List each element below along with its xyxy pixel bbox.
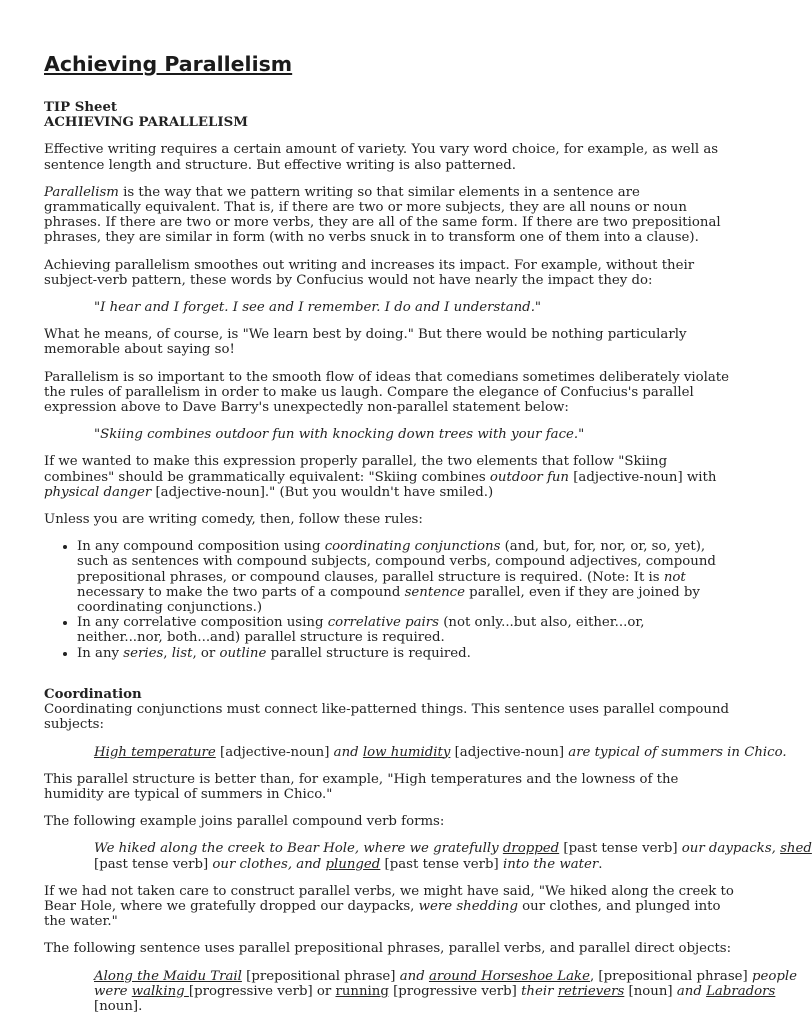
underlined-verb: dropped bbox=[502, 841, 560, 857]
underlined-phrase: low humidity bbox=[362, 744, 451, 760]
text-run: In any compound composition using bbox=[77, 539, 325, 555]
grammar-label: , [prepositional phrase] bbox=[589, 968, 752, 984]
underlined-phrase: Along the Maidu Trail bbox=[94, 968, 242, 984]
text-run: and bbox=[676, 983, 702, 999]
paragraph-nonparallel bbox=[44, 884, 734, 930]
text-run: In any correlative composition using bbox=[77, 615, 328, 631]
text-run: (and, but, for, nor, or, so, yet), such as sentences with compound subjects, compound verbs, compound adjectives, compound prepositional phrases, or compound clauses, parallel structure is required. (Note: It is bbox=[77, 539, 716, 585]
grammar-label: [progressive verb] bbox=[388, 983, 522, 999]
term-correlative-pairs: correlative pairs bbox=[327, 615, 439, 631]
text-run: , bbox=[163, 645, 172, 661]
paragraph-fix bbox=[44, 454, 734, 500]
underlined-verb: walking bbox=[131, 983, 189, 999]
tip-header bbox=[44, 100, 734, 130]
paragraph-definition bbox=[44, 185, 734, 246]
example-line bbox=[94, 968, 797, 984]
quote-confucius: "I hear and I forget. I see and I remember. I do and I understand." bbox=[94, 300, 542, 316]
grammar-label: [past tense verb] bbox=[559, 841, 682, 857]
paragraph-comparison: This parallel structure is better than, for example, "High temperatures and the lowness of the humidity are typical of summers in Chico." bbox=[44, 771, 679, 802]
grammar-label: [adjective-noun] bbox=[450, 744, 569, 760]
underlined-verb: running bbox=[335, 983, 389, 999]
term-coordinating-conjunctions: coordinating conjunctions bbox=[324, 539, 501, 555]
text-run: our clothes, and plunged into the water." bbox=[44, 898, 721, 930]
definition-text: is the way that we pattern writing so that similar elements in a sentence are grammatically equivalent. That is, if there are two or more subjects, they are all nouns or noun phrases. If there are two or more verbs, they are all of the same form. If there are two prepositional phrases, they are similar in form (with no verbs snuck in to transform one of them into a clause). bbox=[44, 184, 721, 246]
example-outdoor-fun: outdoor fun bbox=[489, 469, 569, 485]
text-run: (not only...but also, either...or, neither...nor, both...and) parallel structure is required. bbox=[77, 615, 645, 646]
underlined-noun: Labradors bbox=[706, 983, 776, 999]
underlined-phrase: around Horseshoe Lake bbox=[428, 968, 590, 984]
grammar-label: [adjective-noun] bbox=[215, 744, 334, 760]
grammar-label: [prepositional phrase] bbox=[241, 968, 400, 984]
text-run: We hiked along the creek to Bear Hole, where we gratefully bbox=[94, 841, 503, 857]
text-run: parallel structure is required. bbox=[266, 645, 471, 661]
text-run: necessary to make the two parts of a compound bbox=[77, 584, 405, 600]
term-series: series bbox=[123, 645, 164, 661]
grammar-label: [noun] bbox=[624, 983, 677, 999]
text-run: their bbox=[521, 983, 554, 999]
paragraph-intro: Effective writing requires a certain amount of variety. You vary word choice, for example, as well as sentence length and structure. But effective writing is also patterned. bbox=[44, 142, 719, 173]
underlined-noun: retrievers bbox=[557, 983, 625, 999]
example-physical-danger: physical danger bbox=[44, 484, 152, 500]
text-run: [adjective-noun] with bbox=[569, 469, 717, 485]
example-line bbox=[94, 999, 734, 1014]
example-line bbox=[94, 841, 812, 857]
underlined-verb: plunged bbox=[325, 856, 381, 872]
grammar-label: [past tense verb] bbox=[94, 856, 213, 872]
section-heading-coordination: Coordination bbox=[44, 686, 142, 702]
list-item bbox=[77, 615, 734, 645]
paragraph-prepositional-intro: The following sentence uses parallel prepositional phrases, parallel verbs, and parallel direct objects: bbox=[44, 941, 732, 957]
example-line bbox=[94, 983, 776, 999]
text-run: our daypacks, bbox=[681, 841, 781, 857]
list-item bbox=[77, 539, 734, 615]
text-run: and bbox=[333, 744, 359, 760]
quote-dave-barry: "Skiing combines outdoor fun with knocking down trees with your face." bbox=[94, 427, 585, 443]
text-run: people bbox=[751, 968, 797, 984]
term-outline: outline bbox=[219, 645, 267, 661]
underlined-phrase: High temperature bbox=[94, 744, 216, 760]
term-sentence: sentence bbox=[404, 584, 465, 600]
document-body bbox=[44, 100, 812, 1026]
paragraph-meaning: What he means, of course, is "We learn best by doing." But there would be nothing particularly memorable about saying so! bbox=[44, 327, 687, 358]
tip-title: ACHIEVING PARALLELISM bbox=[44, 115, 248, 131]
example-line bbox=[94, 857, 734, 872]
text-run: . bbox=[598, 856, 603, 872]
example-prepositional bbox=[94, 968, 797, 1015]
text-run: If we wanted to make this expression properly parallel, the two elements that follow "Skiing combines" should be grammatically equivalent: "Skiing combines bbox=[44, 454, 668, 485]
text-run: into the water bbox=[502, 856, 599, 872]
term-parallelism: Parallelism bbox=[44, 184, 119, 200]
text-run: were bbox=[94, 983, 128, 999]
text-run: [adjective-noun]." (But you wouldn't have smiled.) bbox=[151, 484, 494, 500]
list-item bbox=[77, 646, 734, 661]
paragraph-comedy: Parallelism is so important to the smooth flow of ideas that comedians sometimes deliberately violate the rules of parallelism in order to make us laugh. Compare the elegance of Confucius's parallel expression above to Dave Barry's unexpectedly non-parallel statement below: bbox=[44, 369, 729, 416]
term-list: list bbox=[171, 645, 193, 661]
paragraph-verb-intro: The following example joins parallel compound verb forms: bbox=[44, 814, 445, 830]
paragraph-coordination-intro: Coordinating conjunctions must connect like-patterned things. This sentence uses parallel compound subjects: bbox=[44, 702, 730, 733]
tip-label: TIP Sheet bbox=[44, 100, 118, 115]
emphasis-were-shedding: were shedding bbox=[418, 898, 518, 914]
example-compound-verbs bbox=[94, 841, 812, 872]
text-run: are typical of summers in Chico. bbox=[568, 744, 787, 760]
paragraph-rules-intro: Unless you are writing comedy, then, follow these rules: bbox=[44, 512, 423, 528]
text-run: , or bbox=[192, 645, 220, 661]
text-run: parallel, even if they are joined by coordinating conjunctions.) bbox=[77, 584, 700, 616]
emphasis-not: not bbox=[663, 569, 686, 585]
grammar-label: [past tense verb] bbox=[380, 856, 503, 872]
text-run: and bbox=[399, 968, 425, 984]
grammar-label: [noun]. bbox=[94, 998, 143, 1014]
paragraph-impact: Achieving parallelism smoothes out writing and increases its impact. For example, without their subject-verb pattern, these words by Confucius would not have nearly the impact they do: bbox=[44, 257, 695, 288]
text-run: In any bbox=[77, 645, 124, 661]
text-run: If we had not taken care to construct parallel verbs, we might have said, "We hiked along the creek to Bear Hole, where we gratefully dropped our daypacks, bbox=[44, 883, 734, 914]
grammar-label: [progressive verb] or bbox=[188, 983, 336, 999]
rules-list bbox=[44, 539, 734, 661]
example-compound-subjects bbox=[94, 744, 787, 760]
text-run: our clothes, and bbox=[212, 856, 326, 872]
page-title: Achieving Parallelism bbox=[44, 52, 293, 76]
underlined-verb: shed bbox=[780, 841, 812, 857]
